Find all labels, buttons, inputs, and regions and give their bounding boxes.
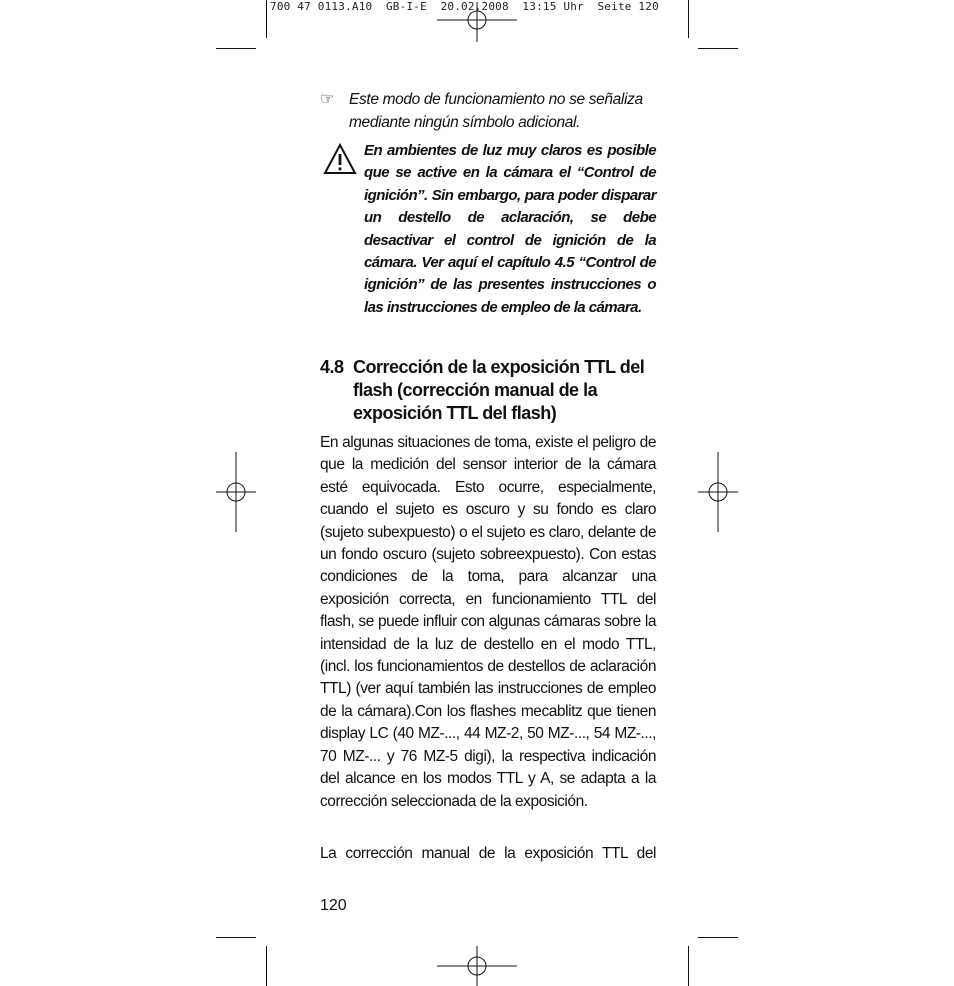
section-number: 4.8 <box>320 357 344 377</box>
registration-mark-icon <box>216 452 256 532</box>
warning-text: En ambientes de luz muy claros es posible que se active en la cámara el “Control de ignición”. Sin embargo, para poder disparar un destello de aclaración, se debe desactivar el control de ignición de la cámara. Ver aquí el capítulo 4.5 “Control de ignición” de las presentes instrucciones o las instrucciones de empleo de la cámara. <box>364 142 656 316</box>
body-paragraph: En algunas situaciones de toma, existe el peligro de que la medición del sensor interior de la cámara esté equivocada. Esto ocurre, especialmente, cuando el sujeto es oscuro y su fondo es claro (sujeto subexpuesto) o el sujeto es claro, delante de un fondo oscuro (sujeto sobreexpuesto). Con estas condiciones de la toma, para alcanzar una exposición correcta, en funcionamiento TTL del flash, se puede influir con algunas cámaras sobre la intensidad de la luz de destello en el modo TTL, (incl. los funcionamientos de destellos de aclaración TTL) (ver aquí también las instrucciones de empleo de la cámara).Con los flashes mecablitz que tienen display LC (40 MZ-..., 44 MZ-2, 50 MZ-..., 54 MZ-..., 70 MZ-... y 76 MZ-5 digi), la respectiva indicación del alcance en los modos TTL y A, se adapta a la corrección seleccionada de la exposición. <box>320 434 656 810</box>
note <box>320 89 656 134</box>
crop-mark <box>688 0 689 38</box>
print-header: 700 47 0113.A10 GB-I-E 20.02.2008 13:15 Uhr Seite 120 <box>270 0 659 13</box>
crop-mark <box>688 946 689 986</box>
warning-triangle-icon <box>323 143 357 175</box>
crop-mark <box>216 937 256 938</box>
registration-mark-icon <box>437 2 517 42</box>
section-title: Corrección de la exposición TTL del flash (corrección manual de la exposición TTL del flash) <box>353 357 645 423</box>
section-heading <box>320 356 656 425</box>
crop-mark <box>266 946 267 986</box>
note-text: Este modo de funcionamiento no se señaliza mediante ningún símbolo adicional. <box>349 91 643 131</box>
registration-mark-icon <box>698 452 738 532</box>
body-paragraph: La corrección manual de la exposición TTL del <box>320 845 656 862</box>
page-number: 120 <box>320 897 347 914</box>
crop-mark <box>266 0 267 38</box>
crop-mark <box>216 48 256 49</box>
registration-mark-icon <box>437 946 517 986</box>
crop-mark <box>698 48 738 49</box>
pointing-hand-icon: ☞ <box>320 91 334 108</box>
crop-mark <box>698 937 738 938</box>
